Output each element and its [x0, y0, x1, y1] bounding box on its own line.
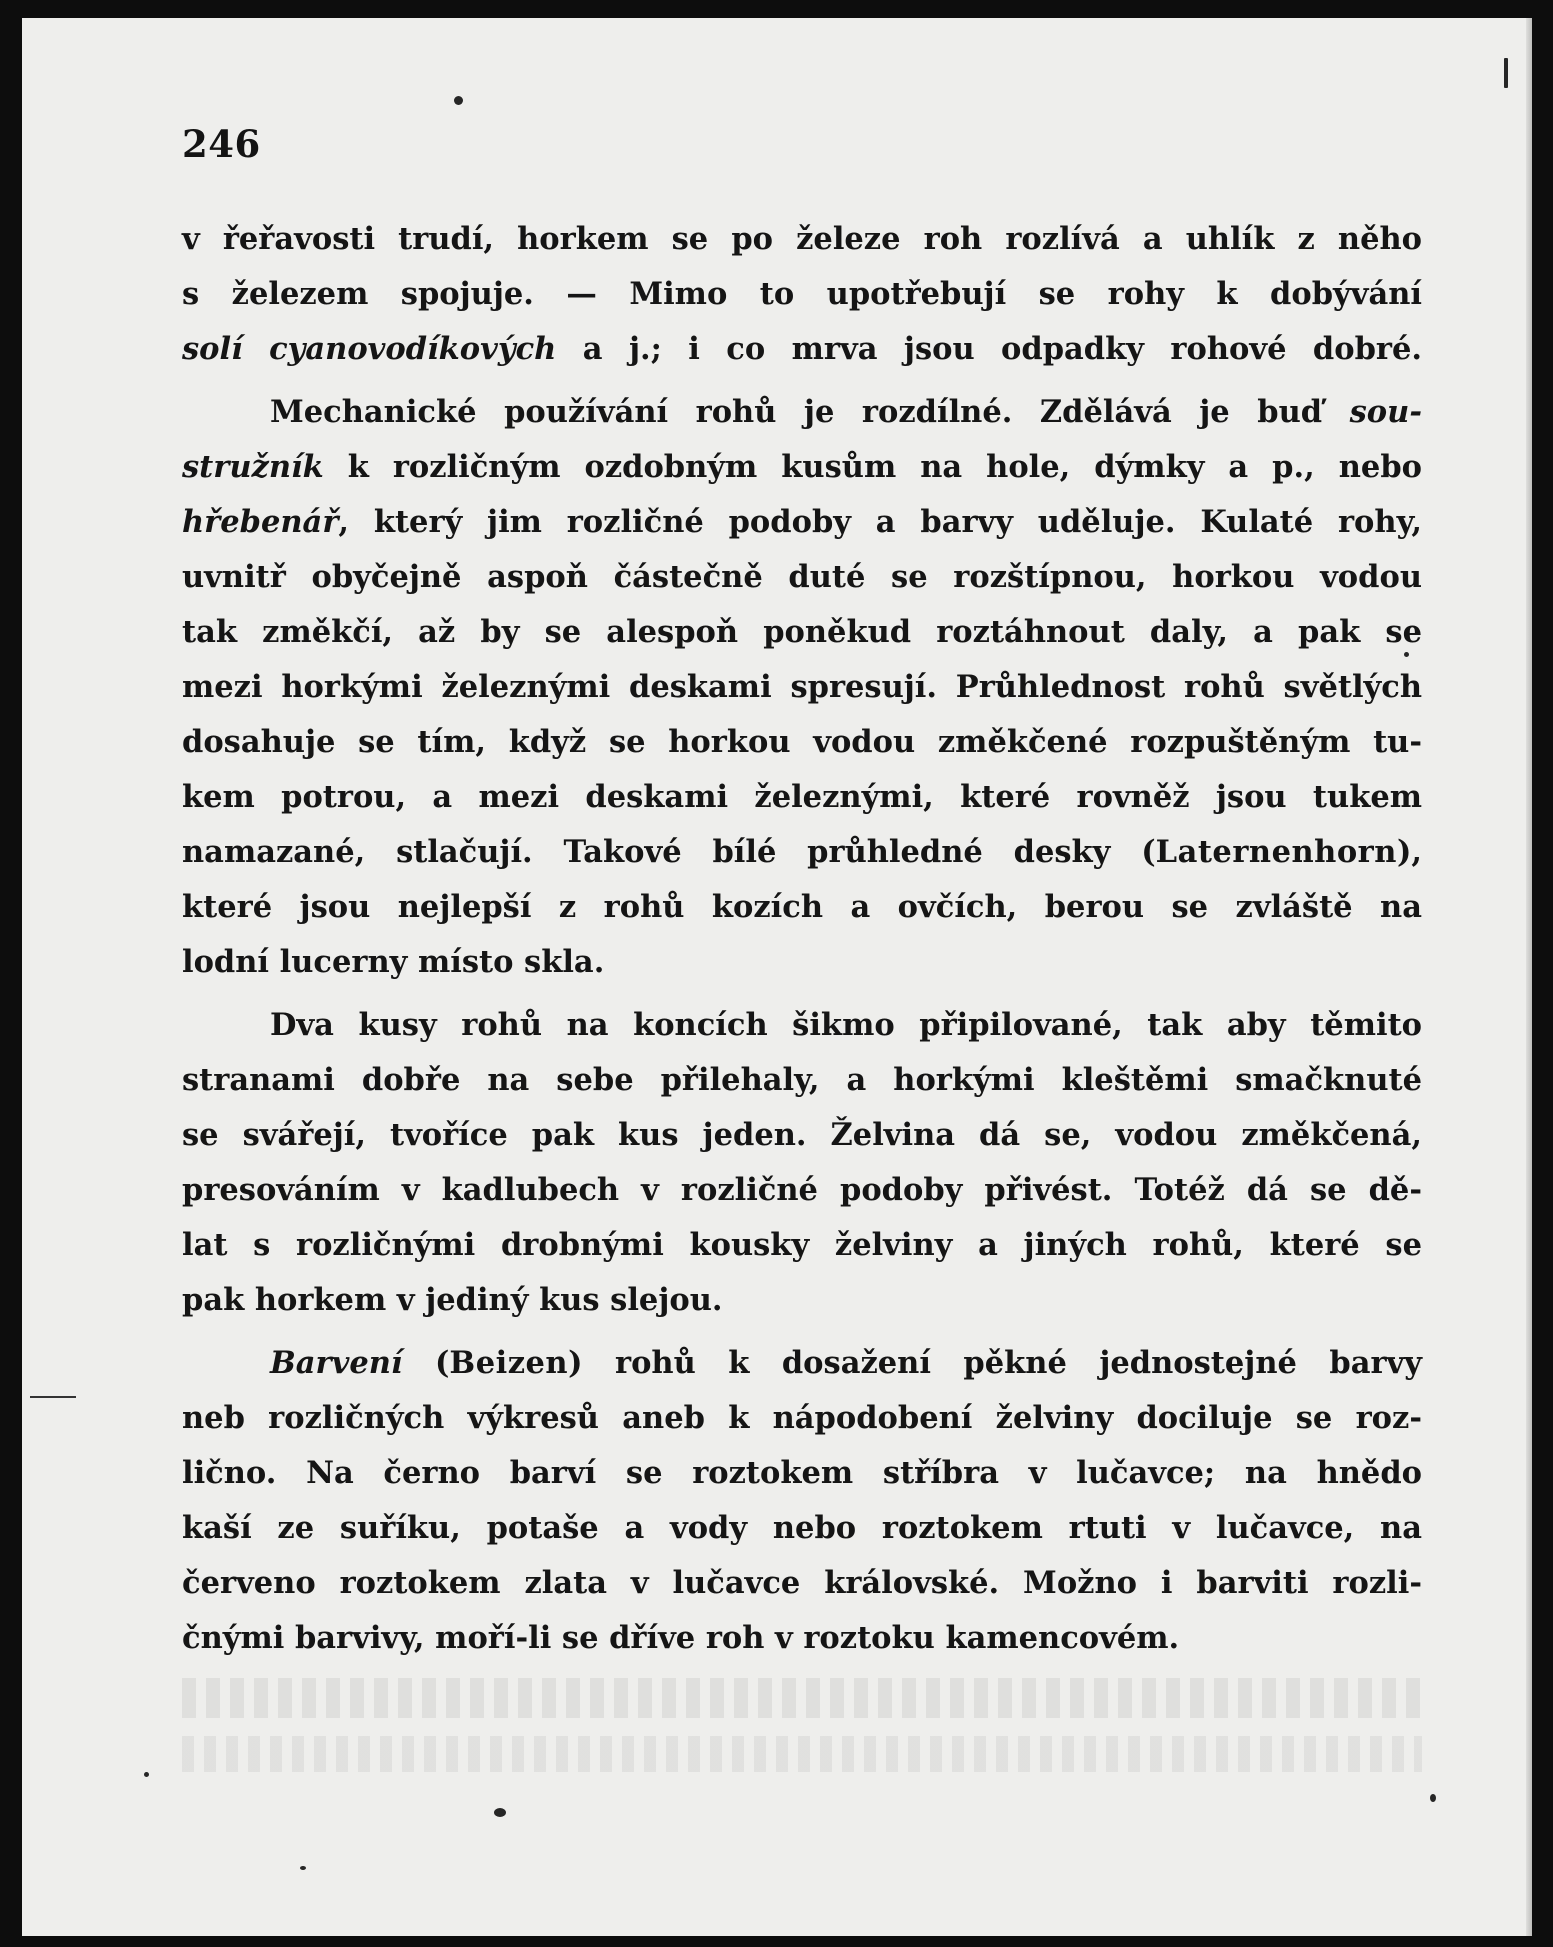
scan-speck	[1430, 1794, 1436, 1802]
bleed-through-texture	[182, 1678, 1422, 1718]
text-line: stranami dobře na sebe přilehaly, a horkými kleštěmi smačknuté	[182, 1062, 1422, 1098]
page-number: 246	[182, 122, 261, 166]
text-fragment: , který jim rozličné podoby a barvy uděluje. Kulaté rohy,	[338, 504, 1422, 540]
text-line	[182, 322, 1422, 377]
text-line: červeno roztokem zlata v lučavce královské. Možno i barviti rozli-	[182, 1565, 1422, 1601]
text-line: tak změkčí, až by se alespoň poněkud roztáhnout daly, a pak se	[182, 614, 1422, 650]
italic-term: hřebenář	[182, 504, 339, 540]
text-fragment: ) rohů k dosažení pěkné jednostejné barvy	[568, 1345, 1422, 1381]
text-line: v řeřavosti trudí, horkem se po železe roh rozlívá a uhlík z něho	[182, 221, 1422, 257]
bleed-through-texture	[182, 1736, 1422, 1772]
text-line: které jsou nejlepší z rohů kozích a ovčích, berou se zvláště na	[182, 889, 1422, 925]
scan-speck	[494, 1808, 506, 1817]
italic-term: stružník	[182, 449, 324, 485]
text-line: mezi horkými železnými deskami spresují. Průhlednost rohů světlých	[182, 669, 1422, 705]
scan-speck	[454, 96, 463, 105]
scanned-page	[22, 18, 1532, 1936]
italic-term: Barvení	[270, 1345, 403, 1381]
page-edge-shadow	[1526, 18, 1532, 1936]
text-line: neb rozličných výkresů aneb k nápodobení želviny dociluje se roz-	[182, 1400, 1422, 1436]
text-line: lat s rozličnými drobnými kousky želviny a jiných rohů, které se	[182, 1227, 1422, 1263]
text-fragment: a j.; i co mrva jsou odpadky rohové dobré.	[556, 331, 1422, 367]
italic-term: solí cyanovodíkových	[182, 331, 557, 367]
text-line: pak horkem v jediný kus slejou.	[182, 1282, 723, 1318]
text-line: kem potrou, a mezi deskami železnými, které rovněž jsou tukem	[182, 779, 1422, 815]
text-line: Dva kusy rohů na koncích šikmo připilované, tak aby těmito	[270, 1007, 1422, 1043]
body-text	[182, 212, 1422, 1666]
text-line: kaší ze suříku, potaše a vody nebo roztokem rtuti v lučavce, na	[182, 1510, 1422, 1546]
text-fragment: ),	[1396, 834, 1422, 870]
text-line: presováním v kadlubech v rozličné podoby přivést. Totéž dá se dě-	[182, 1172, 1422, 1208]
text-line	[182, 1336, 1422, 1391]
german-term: Beizen	[449, 1345, 569, 1381]
text-line	[182, 385, 1422, 440]
text-fragment: Mechanické používání rohů je rozdílné. Zdělává je buď	[270, 394, 1350, 430]
text-line	[182, 825, 1422, 880]
text-line: s železem spojuje. — Mimo to upotřebují se rohy k dobývání	[182, 276, 1422, 312]
text-line	[182, 495, 1422, 550]
text-line: lodní lucerny místo skla.	[182, 944, 605, 980]
scan-speck	[1404, 652, 1409, 657]
text-line: uvnitř obyčejně aspoň částečně duté se rozštípnou, horkou vodou	[182, 559, 1422, 595]
text-line: lično. Na černo barví se roztokem stříbra v lučavce; na hnědo	[182, 1455, 1422, 1491]
margin-mark	[30, 1396, 76, 1398]
german-term: Laternenhorn	[1155, 834, 1397, 870]
scan-speck	[300, 1866, 306, 1870]
text-fragment: (	[402, 1345, 450, 1381]
text-fragment: k rozličným ozdobným kusům na hole, dýmky a p., nebo	[323, 449, 1422, 485]
italic-term: sou-	[1349, 394, 1422, 430]
scan-speck	[1504, 58, 1508, 88]
text-fragment: namazané, stlačují. Takové bílé průhledné desky (	[182, 834, 1156, 870]
text-line: čnými barvivy, moří-li se dříve roh v roztoku kamencovém.	[182, 1620, 1180, 1656]
text-line	[182, 440, 1422, 495]
scan-speck	[144, 1772, 149, 1777]
text-line: dosahuje se tím, když se horkou vodou změkčené rozpuštěným tu-	[182, 724, 1422, 760]
text-line: se svářejí, tvoříce pak kus jeden. Želvina dá se, vodou změkčená,	[182, 1117, 1422, 1153]
